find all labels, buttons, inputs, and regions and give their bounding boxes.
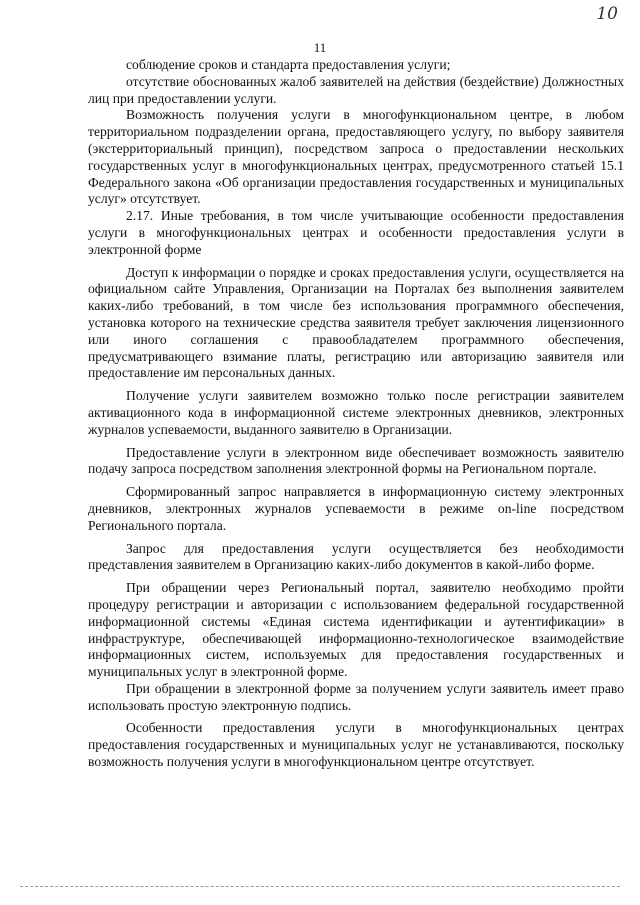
paragraph-6: Получение услуги заявителем возможно только после регистрации заявителем активационного кода в информационной системе электронных дневников, электронных журналов успеваемости, выданного заявителю в Организации. [88,388,624,437]
paragraph-8: Сформированный запрос направляется в информационную систему электронных дневников, электронных журналов успеваемости в режиме on-line посредством Регионального портала. [88,484,624,533]
paragraph-2: отсутствие обоснованных жалоб заявителей на действия (бездействие) Должностных лиц при предоставлении услуги. [88,73,624,106]
paragraph-3: Возможность получения услуги в многофункциональном центре, в любом территориальном подразделении органа, предоставляющего услугу, по выбору заявителя (экстерриториальный принцип), посредством запроса о предоставлении нескольких государственных услуг в многофункциональных центрах, предусмотренного статьей 15.1 Федерального закона «Об организации предоставления государственных и муниципальных услуг» отсутствует. [88,107,624,207]
paragraph-11: При обращении в электронной форме за получением услуги заявитель имеет право использовать простую электронную подпись. [88,680,624,713]
paragraph-10: При обращении через Региональный портал, заявителю необходимо пройти процедуру регистрации и авторизации с использованием федеральной государственной информационной системы «Единая система идентификации и аутентификации» в инфраструктуре, обеспечивающей информационно-технологическое взаимодействие информационных систем, используемых для предоставления государственных и муниципальных услуг в электронной форме. [88,580,624,680]
paragraph-5: Доступ к информации о порядке и сроках предоставления услуги, осуществляется на официальном сайте Управления, Организации на Порталах без выполнения заявителем каких-либо требований, в том числе без использования программного обеспечения, установка которого на технические средства заявителя требует заключения лицензионного или иного соглашения с правообладателем программного обеспечения, предусматривающего взимание платы, регистрацию или авторизацию заявителя или предоставление им персональных данных. [88,264,624,381]
paragraph-9: Запрос для предоставления услуги осуществляется без необходимости представления заявителем в Организацию каких-либо документов в какой-либо форме. [88,540,624,573]
page-number: 11 [313,40,327,55]
paragraph-7: Предоставление услуги в электронном виде обеспечивает возможность заявителю подачу запроса посредством заполнения электронной формы на Региональном портале. [88,444,624,477]
document-body [88,57,624,771]
scan-artifact-line [20,886,620,887]
paragraph-12: Особенности предоставления услуги в многофункциональных центрах предоставления государственных и муниципальных услуг не устанавливаются, поскольку возможность получения услуги в многофункциональном центре отсутствует. [88,720,624,770]
section-heading-2-17: 2.17. Иные требования, в том числе учитывающие особенности предоставления услуги в многофункциональных центрах и особенности предоставления услуги в электронной форме [88,208,624,257]
handwritten-page-number: 10 [596,4,618,24]
paragraph-1: соблюдение сроков и стандарта предоставления услуги; [126,57,451,72]
